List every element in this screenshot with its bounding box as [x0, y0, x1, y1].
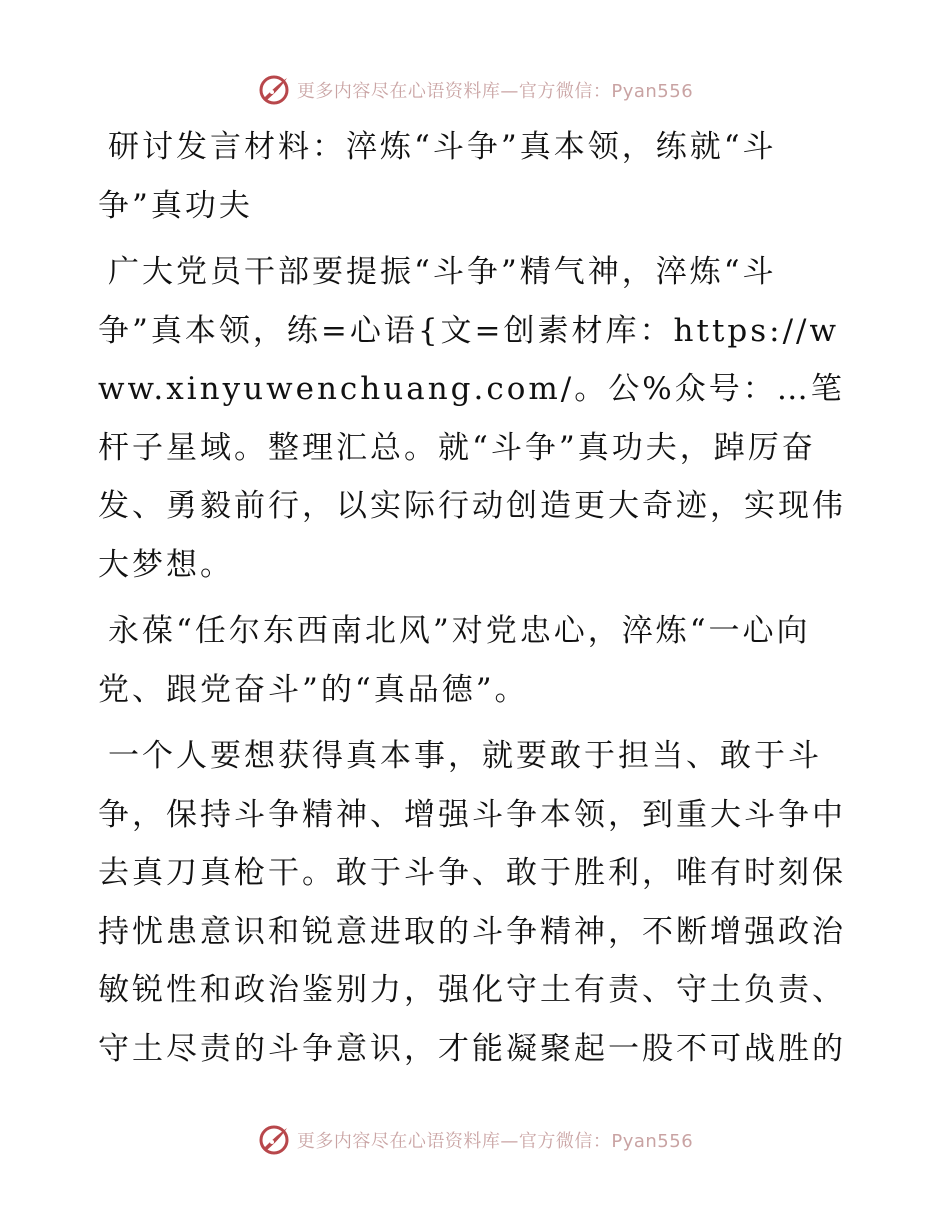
- footer-watermark-banner: [0, 1120, 950, 1160]
- paragraph-2: 永葆“任尔东西南北风”对党忠心，淬炼“一心向党、跟党奋斗”的“真品德”。: [98, 613, 811, 708]
- header-separator: —: [500, 81, 519, 102]
- brush-pen-logo-icon: [257, 73, 291, 107]
- footer-watermark-text: [297, 1127, 693, 1153]
- footer-brand-text: 更多内容尽在心语资料库: [296, 1131, 501, 1152]
- brush-pen-logo-icon: [257, 1123, 291, 1157]
- document-body: [98, 118, 850, 1086]
- paragraph-3: 一个人要想获得真本事，就要敢于担当、敢于斗争，保持斗争精神、增强斗争本领，到重大斗争中去真刀真枪干。敢于斗争、敢于胜利，唯有时刻保持忧患意识和锐意进取的斗争精神，不断增强政治敏锐性和政治鉴别力，强化守土有责、守土负责、守土尽责的斗争意识，才能凝聚起一股不可战胜的: [98, 738, 846, 1067]
- footer-separator: —: [500, 1131, 519, 1152]
- header-brand-text: 更多内容尽在心语资料库: [296, 81, 501, 102]
- footer-contact-text: 官方微信：Pyan556: [518, 1131, 694, 1152]
- header-watermark-banner: [0, 70, 950, 110]
- paragraph-1: 广大党员干部要提振“斗争”精气神，淬炼“斗争”真本领，练=心语{文=创素材库：https://www.xinyuwenchuang.com/。公%众号：…笔杆子星域。整理汇总。就“斗争”真功夫，踔厉奋发、勇毅前行，以实际行动创造更大奇迹，实现伟大梦想。: [98, 254, 846, 583]
- header-contact-text: 官方微信：Pyan556: [518, 81, 694, 102]
- header-watermark-text: [297, 77, 693, 103]
- document-title: 研讨发言材料：淬炼“斗争”真本领，练就“斗争”真功夫: [98, 129, 777, 224]
